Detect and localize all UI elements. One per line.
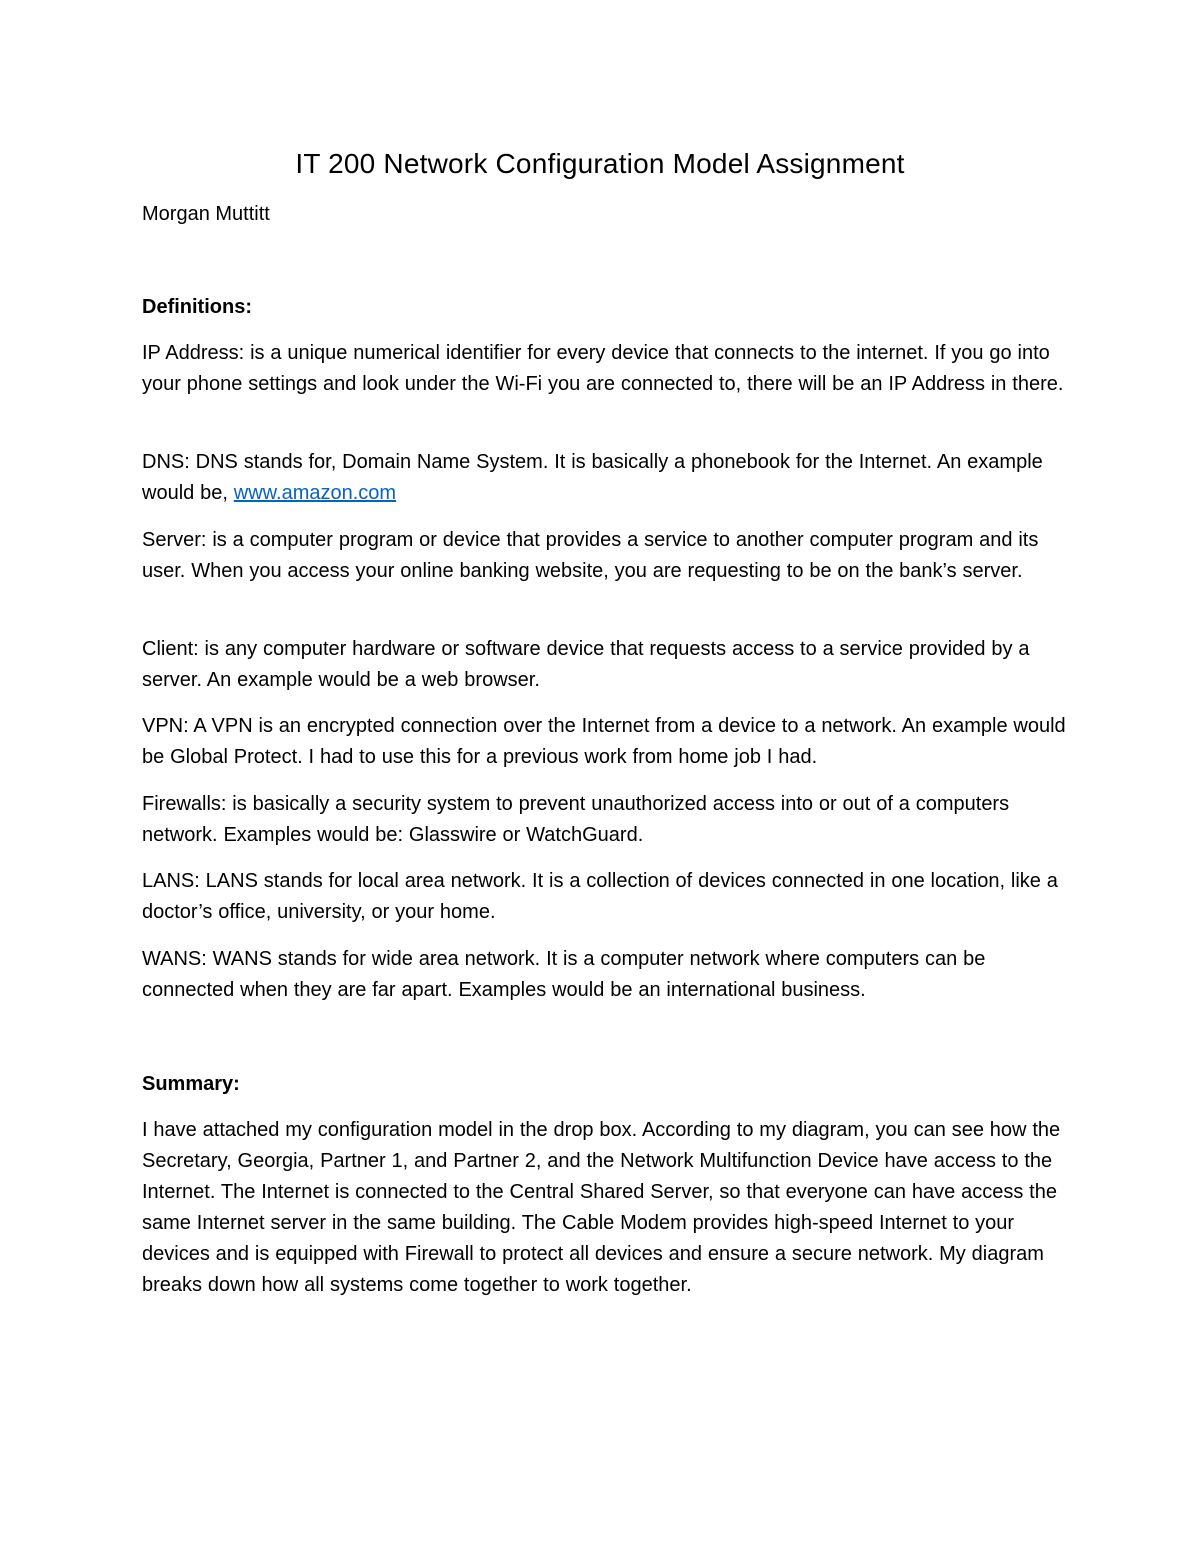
summary-heading: Summary: (142, 1073, 240, 1095)
definition-ip-address: IP Address: is a unique numerical identifier for every device that connects to the internet. If you go into your phone settings and look under the Wi-Fi you are connected to, there will be an IP Address in there. (142, 342, 1064, 395)
summary-paragraph: I have attached my configuration model in the drop box. According to my diagram, you can see how the Secretary, Georgia, Partner 1, and Partner 2, and the Network Multifunction Device have access to the Internet. The Internet is connected to the Central Shared Server, so that everyone can have access the same Internet server in the same building. The Cable Modem provides high-speed Internet to your devices and is equipped with Firewall to protect all devices and ensure a secure network. My diagram breaks down how all systems come together to work together. (142, 1119, 1061, 1296)
definition-firewalls: Firewalls: is basically a security system to prevent unauthorized access into or out of a computers network. Examples would be: Glasswire or WatchGuard. (142, 793, 1010, 846)
amazon-link[interactable]: www.amazon.com (233, 482, 397, 504)
definition-server: Server: is a computer program or device that provides a service to another computer program and its user. When you access your online banking website, you are requesting to be on the bank’s server. (142, 529, 1039, 582)
definitions-heading: Definitions: (142, 296, 252, 318)
definition-dns (142, 447, 1072, 509)
definition-lans: LANS: LANS stands for local area network. It is a collection of devices connected in one location, like a doctor’s office, university, or your home. (142, 870, 1058, 923)
definition-client: Client: is any computer hardware or software device that requests access to a service provided by a server. An example would be a web browser. (142, 638, 1030, 691)
definition-vpn: VPN: A VPN is an encrypted connection over the Internet from a device to a network. An example would be Global Protect. I had to use this for a previous work from home job I had. (142, 715, 1066, 768)
document-title: IT 200 Network Configuration Model Assignment (295, 148, 905, 179)
definition-dns-text: DNS: DNS stands for, Domain Name System. It is basically a phonebook for the Internet. An example would be, (142, 451, 1043, 504)
author-name: Morgan Muttitt (142, 203, 270, 225)
definition-wans: WANS: WANS stands for wide area network. It is a computer network where computers can be connected when they are far apart. Examples would be an international business. (142, 948, 986, 1001)
